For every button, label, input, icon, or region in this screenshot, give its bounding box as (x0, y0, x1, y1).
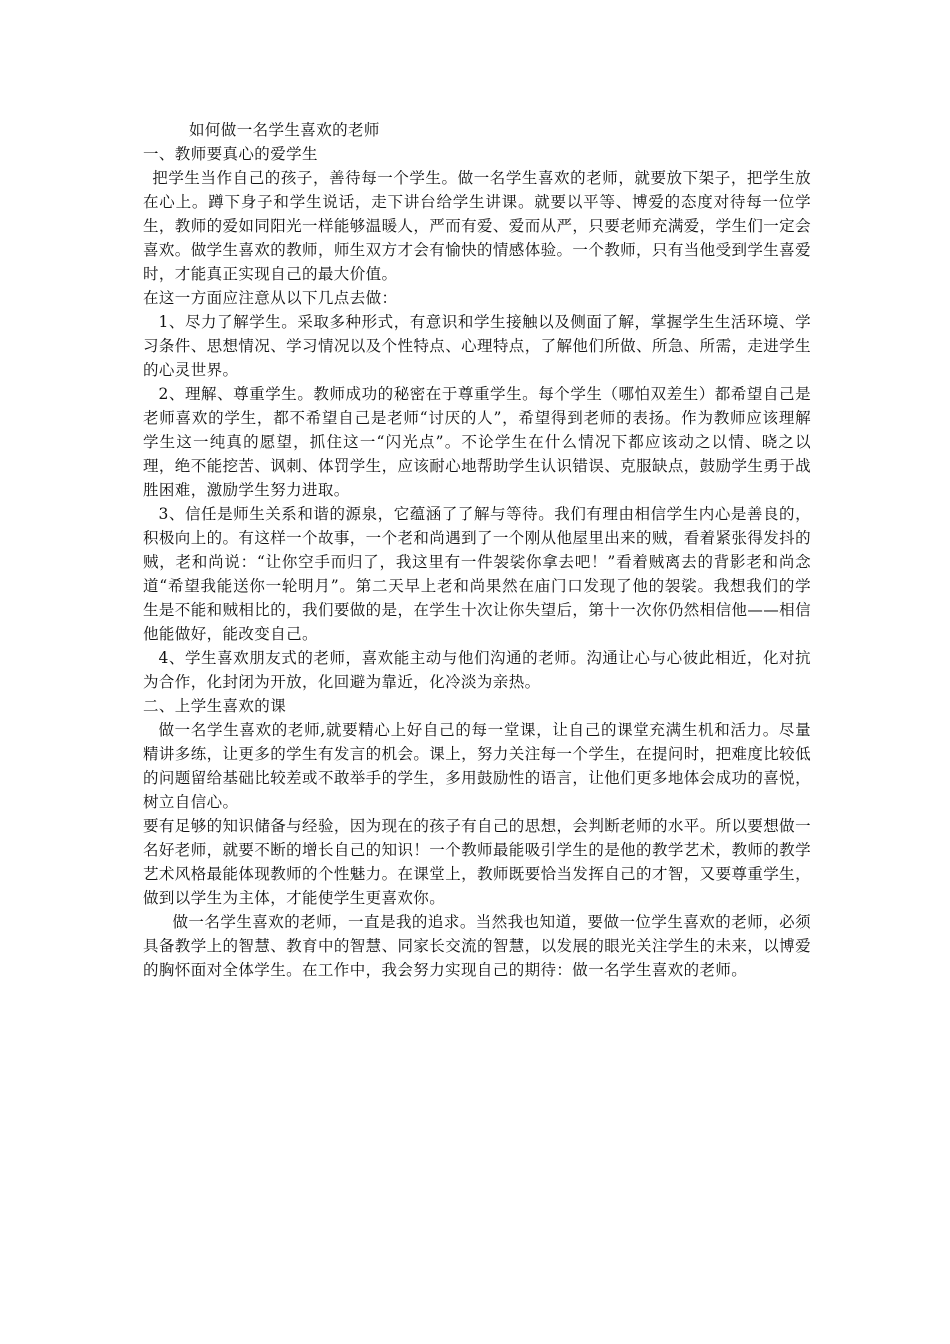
section-heading-love-students: 一、教师要真心的爱学生 (143, 145, 318, 163)
paragraph-love-students: 把学生当作自己的孩子，善待每一个学生。做一名学生喜欢的老师，就要放下架子，把学生放在心上。蹲下身子和学生说话，走下讲台给学生讲课。就要以平等、博爱的态度对待每一位学生，教师的爱如同阳光一样能够温暖人，严而有爱、爱而从严，只要老师充满爱，学生们一定会喜欢。做学生喜欢的教师，师生双方才会有愉快的情感体验。一个教师，只有当他受到学生喜爱时，才能真正实现自己的最大价值。 (143, 169, 811, 283)
list-item-understand-students: 1、尽力了解学生。采取多种形式，有意识和学生接触以及侧面了解，掌握学生生活环境、学习条件、思想情况、学习情况以及个性特点、心理特点，了解他们所做、所急、所需，走进学生的心灵世界。 (143, 313, 811, 379)
paragraph-points-intro: 在这一方面应注意从以下几点去做： (143, 289, 398, 307)
list-item-friendly-teacher: 4、学生喜欢朋友式的老师，喜欢能主动与他们沟通的老师。沟通让心与心彼此相近，化对抗为合作，化封闭为开放，化回避为靠近，化冷淡为亲热。 (143, 649, 811, 691)
document-title: 如何做一名学生喜欢的老师 (189, 121, 380, 139)
paragraph-good-lessons: 做一名学生喜欢的老师,就要精心上好自己的每一堂课，让自己的课堂充满生机和活力。尽量精讲多练，让更多的学生有发言的机会。课上，努力关注每一个学生，在提问时，把难度比较低的问题留给基础比较差或不敢举手的学生，多用鼓励性的语言，让他们更多地体会成功的喜悦，树立自信心。 (143, 721, 811, 811)
list-item-respect-students: 2、理解、尊重学生。教师成功的秘密在于尊重学生。每个学生（哪怕双差生）都希望自己是老师喜欢的学生，都不希望自己是老师“讨厌的人”，希望得到老师的表扬。作为教师应该理解学生这一纯真的愿望，抓住这一“闪光点”。不论学生在什么情况下都应该动之以情、晓之以理，绝不能挖苦、讽刺、体罚学生，应该耐心地帮助学生认识错误、克服缺点，鼓励学生勇于战胜困难，激励学生努力进取。 (143, 385, 811, 499)
list-item-trust-students: 3、信任是师生关系和谐的源泉，它蕴涵了了解与等待。我们有理由相信学生内心是善良的，积极向上的。有这样一个故事，一个老和尚遇到了一个刚从他屋里出来的贼，看着紧张得发抖的贼，老和尚说：“让你空手而归了，我这里有一件袈裟你拿去吧！”看着贼离去的背影老和尚念道“希望我能送你一轮明月”。第二天早上老和尚果然在庙门口发现了他的袈裟。我想我们的学生是不能和贼相比的，我们要做的是，在学生十次让你失望后，第十一次你仍然相信他——相信他能做好，能改变自己。 (143, 505, 811, 643)
section-heading-good-lessons: 二、上学生喜欢的课 (143, 697, 287, 715)
document-page (143, 118, 811, 982)
paragraph-knowledge: 要有足够的知识储备与经验，因为现在的孩子有自己的思想，会判断老师的水平。所以要想做一名好老师，就要不断的增长自己的知识！一个教师最能吸引学生的是他的教学艺术，教师的教学艺术风格最能体现教师的个性魅力。在课堂上，教师既要恰当发挥自己的才智，又要尊重学生，做到以学生为主体，才能使学生更喜欢你。 (143, 817, 811, 907)
paragraph-conclusion: 做一名学生喜欢的老师，一直是我的追求。当然我也知道，要做一位学生喜欢的老师，必须具备教学上的智慧、教育中的智慧、同家长交流的智慧，以发展的眼光关注学生的未来，以博爱的胸怀面对全体学生。在工作中，我会努力实现自己的期待：做一名学生喜欢的老师。 (143, 913, 811, 979)
